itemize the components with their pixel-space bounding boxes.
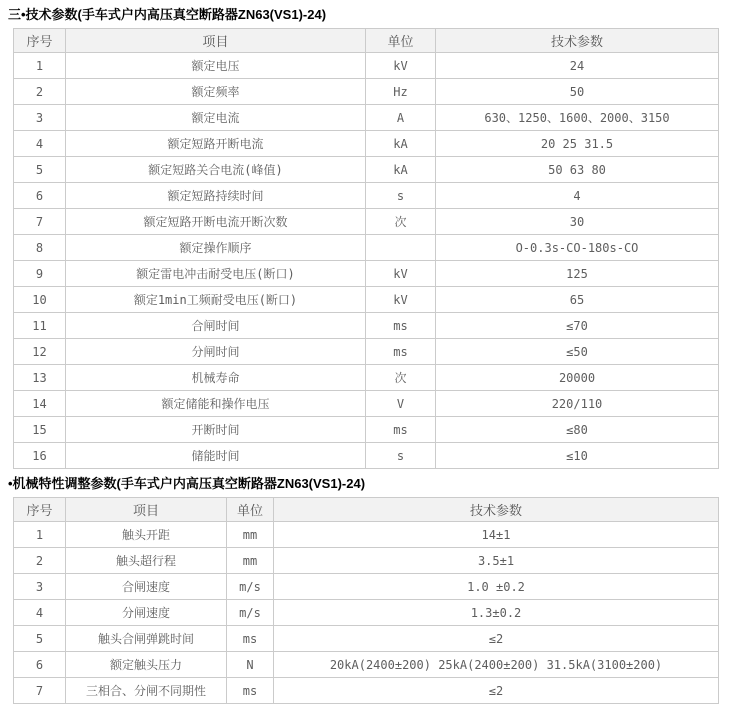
cell-unit: kA [366, 157, 436, 183]
cell-unit: ms [227, 626, 274, 652]
cell-seq: 1 [14, 522, 66, 548]
table-row [14, 548, 719, 574]
table-row [14, 105, 719, 131]
cell-value: 1.3±0.2 [274, 600, 719, 626]
table-row [14, 235, 719, 261]
cell-value: ≤50 [436, 339, 719, 365]
table-row [14, 313, 719, 339]
table-row [14, 157, 719, 183]
cell-seq: 13 [14, 365, 66, 391]
cell-value: 125 [436, 261, 719, 287]
cell-seq: 2 [14, 79, 66, 105]
cell-seq: 7 [14, 209, 66, 235]
cell-unit: s [366, 443, 436, 469]
cell-item: 额定电压 [66, 53, 366, 79]
cell-seq: 5 [14, 157, 66, 183]
cell-seq: 1 [14, 53, 66, 79]
cell-seq: 14 [14, 391, 66, 417]
cell-value: O-0.3s-CO-180s-CO [436, 235, 719, 261]
cell-value: 4 [436, 183, 719, 209]
table-row [14, 261, 719, 287]
cell-value: 20000 [436, 365, 719, 391]
cell-item: 触头超行程 [66, 548, 227, 574]
table-header-row [14, 29, 719, 53]
cell-value: ≤80 [436, 417, 719, 443]
cell-item: 合闸速度 [66, 574, 227, 600]
column-header-seq: 序号 [14, 29, 66, 53]
cell-value: 50 [436, 79, 719, 105]
cell-item: 额定短路关合电流(峰值) [66, 157, 366, 183]
cell-unit: kV [366, 261, 436, 287]
cell-seq: 5 [14, 626, 66, 652]
cell-value: 20kA(2400±200) 25kA(2400±200) 31.5kA(3100±200) [274, 652, 719, 678]
cell-item: 额定短路持续时间 [66, 183, 366, 209]
cell-unit: ms [366, 339, 436, 365]
table-row [14, 209, 719, 235]
column-header-unit: 单位 [366, 29, 436, 53]
cell-value: 24 [436, 53, 719, 79]
cell-value: ≤70 [436, 313, 719, 339]
section-title-mechanical-adjustment-parameters: •机械特性调整参数(手车式户内高压真空断路器ZN63(VS1)-24) [8, 476, 366, 491]
cell-item: 额定短路开断电流 [66, 131, 366, 157]
cell-value: ≤2 [274, 678, 719, 704]
cell-item: 开断时间 [66, 417, 366, 443]
table-row [14, 443, 719, 469]
column-header-value: 技术参数 [436, 29, 719, 53]
cell-unit: ms [366, 417, 436, 443]
table-row [14, 626, 719, 652]
column-header-item: 项目 [66, 29, 366, 53]
cell-item: 额定雷电冲击耐受电压(断口) [66, 261, 366, 287]
cell-seq: 10 [14, 287, 66, 313]
cell-value: 30 [436, 209, 719, 235]
cell-seq: 7 [14, 678, 66, 704]
cell-seq: 8 [14, 235, 66, 261]
cell-seq: 3 [14, 105, 66, 131]
cell-item: 机械寿命 [66, 365, 366, 391]
cell-unit: m/s [227, 574, 274, 600]
table-row [14, 652, 719, 678]
cell-unit: ms [366, 313, 436, 339]
table-row [14, 287, 719, 313]
cell-item: 额定储能和操作电压 [66, 391, 366, 417]
cell-unit: s [366, 183, 436, 209]
cell-value: ≤10 [436, 443, 719, 469]
mechanical-adjustment-parameters-table [13, 497, 719, 704]
cell-item: 额定频率 [66, 79, 366, 105]
cell-unit: 次 [366, 365, 436, 391]
table-row [14, 574, 719, 600]
cell-unit: 次 [366, 209, 436, 235]
cell-unit: kV [366, 287, 436, 313]
cell-unit: kA [366, 131, 436, 157]
cell-unit: N [227, 652, 274, 678]
cell-seq: 4 [14, 600, 66, 626]
cell-item: 额定操作顺序 [66, 235, 366, 261]
column-header-unit: 单位 [227, 498, 274, 522]
cell-unit: Hz [366, 79, 436, 105]
cell-item: 额定1min工频耐受电压(断口) [66, 287, 366, 313]
cell-value: 630、1250、1600、2000、3150 [436, 105, 719, 131]
cell-value: 50 63 80 [436, 157, 719, 183]
cell-unit: kV [366, 53, 436, 79]
cell-seq: 2 [14, 548, 66, 574]
cell-seq: 3 [14, 574, 66, 600]
cell-item: 额定电流 [66, 105, 366, 131]
table-row [14, 79, 719, 105]
cell-value: 3.5±1 [274, 548, 719, 574]
cell-seq: 15 [14, 417, 66, 443]
table-row [14, 600, 719, 626]
cell-seq: 11 [14, 313, 66, 339]
column-header-value: 技术参数 [274, 498, 719, 522]
cell-unit: V [366, 391, 436, 417]
cell-value: ≤2 [274, 626, 719, 652]
cell-item: 触头合闸弹跳时间 [66, 626, 227, 652]
technical-parameters-table [13, 28, 719, 469]
table-row [14, 183, 719, 209]
table-row [14, 365, 719, 391]
cell-seq: 6 [14, 183, 66, 209]
table-row [14, 678, 719, 704]
cell-unit: A [366, 105, 436, 131]
table-row [14, 131, 719, 157]
section-title-technical-parameters: 三•技术参数(手车式户内高压真空断路器ZN63(VS1)-24) [8, 7, 327, 22]
cell-unit: mm [227, 522, 274, 548]
cell-item: 额定短路开断电流开断次数 [66, 209, 366, 235]
cell-item: 分闸速度 [66, 600, 227, 626]
table-row [14, 53, 719, 79]
column-header-seq: 序号 [14, 498, 66, 522]
cell-item: 储能时间 [66, 443, 366, 469]
cell-seq: 6 [14, 652, 66, 678]
cell-seq: 16 [14, 443, 66, 469]
cell-value: 20 25 31.5 [436, 131, 719, 157]
cell-unit: mm [227, 548, 274, 574]
table-row [14, 522, 719, 548]
cell-seq: 9 [14, 261, 66, 287]
cell-unit: ms [227, 678, 274, 704]
cell-seq: 4 [14, 131, 66, 157]
cell-value: 1.0 ±0.2 [274, 574, 719, 600]
cell-item: 合闸时间 [66, 313, 366, 339]
cell-item: 额定触头压力 [66, 652, 227, 678]
table-header-row [14, 498, 719, 522]
cell-item: 三相合、分闸不同期性 [66, 678, 227, 704]
cell-unit [366, 235, 436, 261]
column-header-item: 项目 [66, 498, 227, 522]
cell-unit: m/s [227, 600, 274, 626]
cell-value: 65 [436, 287, 719, 313]
cell-item: 分闸时间 [66, 339, 366, 365]
cell-seq: 12 [14, 339, 66, 365]
cell-item: 触头开距 [66, 522, 227, 548]
cell-value: 14±1 [274, 522, 719, 548]
table-row [14, 391, 719, 417]
table-row [14, 339, 719, 365]
table-row [14, 417, 719, 443]
cell-value: 220/110 [436, 391, 719, 417]
